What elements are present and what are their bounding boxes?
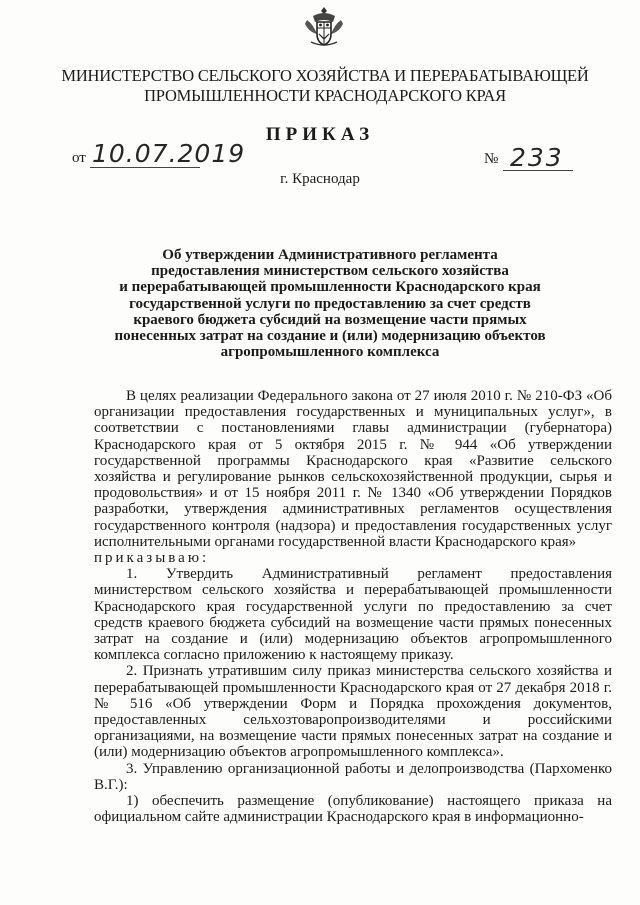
date-label: от	[72, 150, 86, 166]
ministry-name	[40, 66, 610, 106]
title-line: государственной услуги по предоставлению за счет средств	[129, 295, 531, 312]
title-line: агропромышленного комплекса	[220, 344, 440, 361]
coat-of-arms-icon	[303, 4, 345, 48]
item-2: 2. Признать утратившим силу приказ министерства сельского хозяйства и перерабатывающей промышленности Краснодарского края от 27 декабря 2018 г. № 516 «Об утверждении Форм и Порядка прохождения документов, предоставленных сельхозтоваропроизводителями и российскими организациями, на возмещение части прямых понесенных затрат на создание и (или) модернизацию объектов агропромышленного комплекса».	[94, 663, 612, 761]
order-body	[94, 388, 612, 825]
title-line: предоставления министерством сельского хозяйства	[151, 263, 509, 280]
item-3-1: 1) обеспечить размещение (опубликование) настоящего приказа на официальном сайте администрации Краснодарского края в информационно-	[94, 793, 612, 826]
order-title	[110, 247, 550, 360]
title-line: и перерабатывающей промышленности Краснодарского края	[119, 279, 541, 296]
number-label: №	[484, 151, 499, 167]
title-line: краевого бюджета субсидий на возмещение части прямых	[133, 311, 527, 328]
order-word: приказываю:	[94, 550, 210, 567]
handwritten-date: 10.07.2019	[92, 139, 246, 168]
handwritten-number: 233	[510, 143, 564, 172]
document-type: ПРИКАЗ	[265, 124, 375, 145]
city: г. Краснодар	[280, 171, 360, 187]
item-3: 3. Управлению организационной работы и делопроизводства (Пархоменко В.Г.):	[94, 760, 612, 793]
title-line: понесенных затрат на создание и (или) модернизацию объектов	[114, 328, 546, 345]
ministry-name-line1: МИНИСТЕРСТВО СЕЛЬСКОГО ХОЗЯЙСТВА И ПЕРЕРАБАТЫВАЮЩЕЙ	[61, 66, 589, 85]
intro-paragraph: В целях реализации Федерального закона от 27 июля 2010 г. № 210-ФЗ «Об организации предоставления государственных и муниципальных услуг», в соответствии с постановлениями главы администрации (губернатора) Краснодарского края от 5 октября 2015 г. № 944 «Об утверждении государственной программы Краснодарского края «Развитие сельского хозяйства и регулирование рынков сельскохозяйственной продукции, сырья и продовольствия» и от 15 ноября 2011 г. № 1340 «Об утверждении Порядков разработки, утверждения административных регламентов осуществления государственного контроля (надзора) и предоставления государственных услуг исполнительными органами государственной власти Краснодарского края»	[94, 388, 612, 550]
item-1: 1. Утвердить Административный регламент предоставления министерством сельского хозяйства и перерабатывающей промышленности Краснодарского края государственной услуги по предоставлению за счет средств краевого бюджета субсидий на возмещение части прямых понесенных затрат на создание и (или) модернизацию объектов агропромышленного комплекса согласно приложению к настоящему приказу.	[94, 566, 612, 664]
title-line: Об утверждении Административного регламента	[162, 247, 498, 263]
ministry-name-line2: ПРОМЫШЛЕННОСТИ КРАСНОДАРСКОГО КРАЯ	[144, 86, 506, 105]
